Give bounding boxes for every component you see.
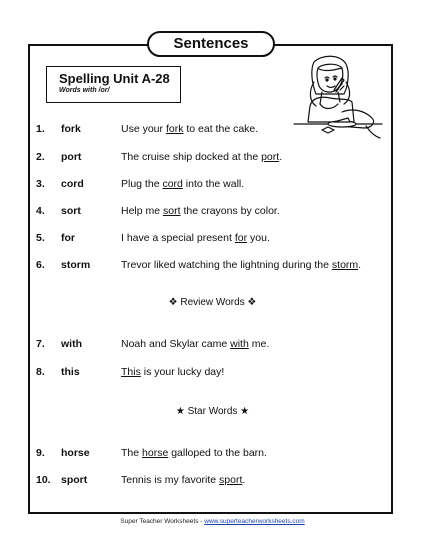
item-number: 1. [36, 123, 45, 135]
unit-subtitle: Words with /or/ [59, 87, 110, 94]
example-sentence: Plug the cord into the wall. [121, 178, 245, 190]
footer-text: Super Teacher Worksheets - [120, 518, 205, 525]
spelling-word: this [61, 366, 80, 378]
review-words-heading: ❖ Review Words ❖ [168, 297, 257, 308]
underlined-word: sport [219, 474, 243, 486]
example-sentence: Help me sort the crayons by color. [121, 205, 280, 217]
footer [0, 518, 425, 525]
spelling-word: storm [61, 259, 91, 271]
example-sentence: Tennis is my favorite sport. [121, 474, 246, 486]
spelling-word: fork [61, 123, 81, 135]
item-number: 2. [36, 151, 45, 163]
unit-title: Spelling Unit A-28 [59, 71, 170, 86]
item-number: 10. [36, 474, 51, 486]
spelling-word: horse [61, 447, 90, 459]
underlined-word: with [230, 338, 249, 350]
item-number: 9. [36, 447, 45, 459]
underlined-word: This [121, 366, 141, 378]
spelling-word: port [61, 151, 82, 163]
spelling-word: sort [61, 205, 81, 217]
spelling-word: cord [61, 178, 84, 190]
underlined-word: for [234, 232, 248, 244]
spelling-word: with [61, 338, 82, 350]
item-number: 4. [36, 205, 45, 217]
item-number: 6. [36, 259, 45, 271]
underlined-word: storm [331, 259, 359, 271]
example-sentence: The cruise ship docked at the port. [121, 151, 283, 163]
example-sentence: Use your fork to eat the cake. [121, 123, 259, 135]
underlined-word: horse [142, 447, 169, 459]
page-title: Sentences [147, 31, 275, 57]
footer-link[interactable]: www.superteacherworksheets.com [204, 518, 305, 525]
underlined-word: fork [165, 123, 184, 135]
underlined-word: sort [163, 205, 181, 217]
item-number: 8. [36, 366, 45, 378]
underlined-word: cord [162, 178, 183, 190]
underlined-word: port [261, 151, 280, 163]
star-words-heading: ★ Star Words ★ [175, 406, 250, 417]
spelling-word: sport [61, 474, 88, 486]
example-sentence: Noah and Skylar came with me. [121, 338, 270, 350]
example-sentence: This is your lucky day! [121, 366, 225, 378]
item-number: 3. [36, 178, 45, 190]
item-number: 5. [36, 232, 45, 244]
item-number: 7. [36, 338, 45, 350]
spelling-word: for [61, 232, 75, 244]
example-sentence: Trevor liked watching the lightning during the storm. [121, 259, 362, 271]
example-sentence: I have a special present for you. [121, 232, 270, 244]
unit-box [46, 66, 181, 103]
example-sentence: The horse galloped to the barn. [121, 447, 267, 459]
